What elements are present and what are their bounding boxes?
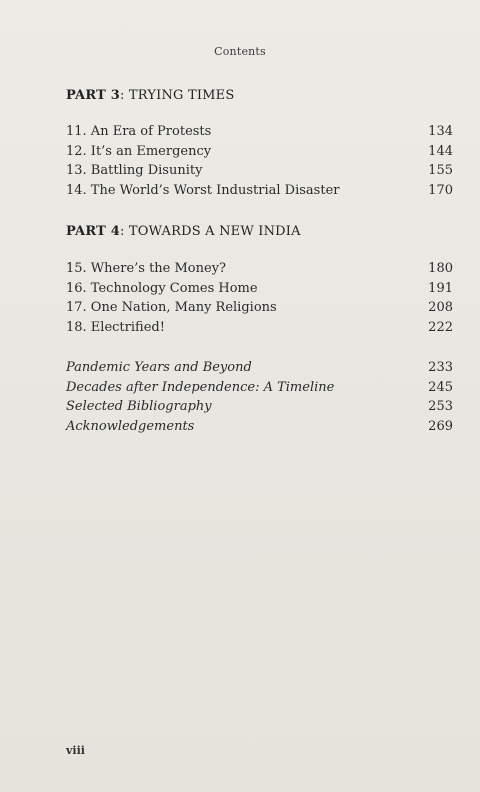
toc-entry-page: 191 bbox=[428, 280, 453, 296]
running-head: Contents bbox=[214, 45, 266, 58]
part-3-heading bbox=[66, 88, 234, 103]
toc-entry-page: 222 bbox=[428, 319, 453, 335]
toc-entry-title: 14. The World’s Worst Industrial Disaster bbox=[66, 182, 340, 198]
backmatter-toc-list bbox=[66, 358, 453, 436]
toc-entry-title: 13. Battling Disunity bbox=[66, 163, 203, 178]
toc-entry-title: 18. Electrified! bbox=[66, 319, 165, 335]
part-3-colon: : bbox=[119, 88, 125, 103]
toc-entry-page: 233 bbox=[428, 360, 453, 375]
toc-entry-page: 155 bbox=[428, 163, 453, 178]
toc-entry-page: 180 bbox=[428, 261, 453, 276]
toc-entry bbox=[66, 298, 453, 318]
toc-entry-title: 17. One Nation, Many Religions bbox=[66, 300, 277, 315]
toc-entry-page: 245 bbox=[428, 379, 453, 395]
toc-entry bbox=[66, 161, 453, 181]
toc-entry bbox=[66, 279, 453, 299]
toc-entry bbox=[66, 318, 453, 338]
toc-entry bbox=[66, 122, 453, 142]
toc-entry-title: Decades after Independence: A Timeline bbox=[66, 379, 335, 395]
part-4-number: PART 4 bbox=[66, 224, 120, 239]
part-3-toc-list bbox=[66, 122, 453, 200]
part-4-title: TOWARDS A NEW INDIA bbox=[128, 224, 301, 239]
toc-entry bbox=[66, 142, 453, 162]
toc-entry-title: Pandemic Years and Beyond bbox=[66, 360, 252, 375]
toc-entry-page: 269 bbox=[428, 418, 453, 434]
toc-entry bbox=[66, 417, 453, 437]
page-folio: viii bbox=[66, 744, 85, 757]
toc-entry bbox=[66, 181, 453, 201]
toc-entry-title: 16. Technology Comes Home bbox=[66, 280, 258, 296]
toc-entry-title: Acknowledgements bbox=[66, 418, 195, 434]
toc-entry-title: 15. Where’s the Money? bbox=[66, 261, 227, 276]
part-3-number: PART 3 bbox=[66, 88, 120, 103]
toc-entry-page: 170 bbox=[428, 182, 453, 198]
toc-entry-page: 253 bbox=[428, 399, 453, 414]
toc-entry bbox=[66, 378, 453, 398]
toc-entry-title: 12. It’s an Emergency bbox=[66, 143, 212, 159]
part-4-heading bbox=[66, 224, 301, 239]
toc-entry-title: Selected Bibliography bbox=[66, 399, 212, 414]
toc-entry-page: 134 bbox=[428, 124, 453, 139]
toc-entry-title: 11. An Era of Protests bbox=[66, 124, 212, 139]
toc-entry bbox=[66, 397, 453, 417]
part-4-toc-list bbox=[66, 259, 453, 337]
toc-entry-page: 208 bbox=[428, 300, 453, 315]
toc-entry bbox=[66, 259, 453, 279]
part-4-colon: : bbox=[119, 224, 125, 239]
toc-entry-page: 144 bbox=[428, 143, 453, 159]
part-3-title: TRYING TIMES bbox=[128, 88, 235, 103]
toc-entry bbox=[66, 358, 453, 378]
